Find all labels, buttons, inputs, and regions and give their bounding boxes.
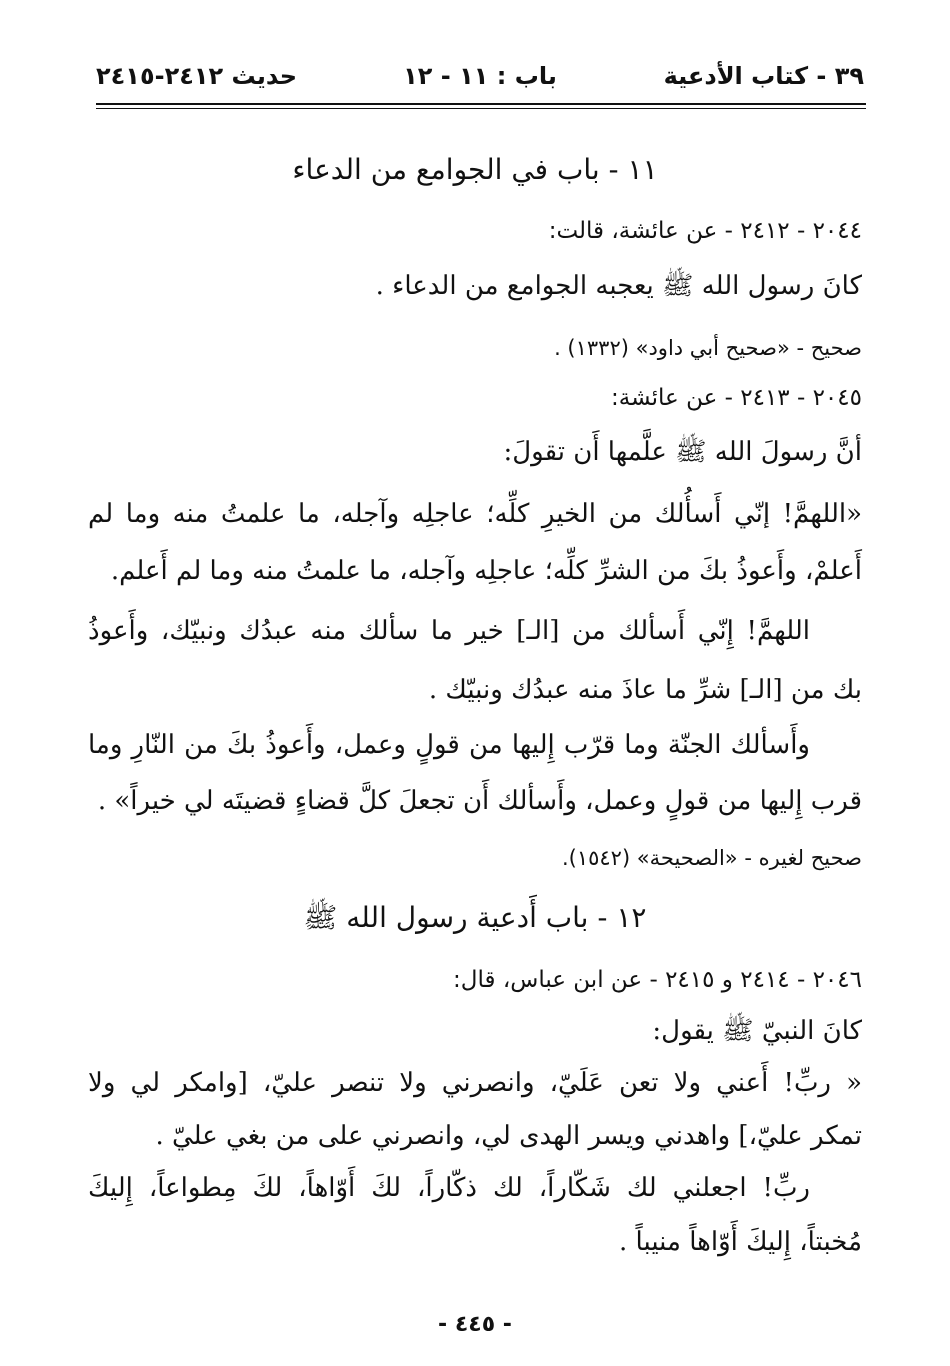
hadith-2045-grading: صحيح لغيره - «الصحيحة» (١٥٤٢). xyxy=(561,846,862,870)
hadith-range: حديث ٢٤١٢-٢٤١٥ xyxy=(96,62,298,90)
header-rule-thick xyxy=(96,103,866,105)
section-12-heading: ١٢ - باب أَدعية رسول الله ﷺ xyxy=(303,901,647,934)
hadith-2045-line: بك من [الـ] شرِّ ما عاذَ منه عبدُك ونبيّك . xyxy=(428,675,862,705)
hadith-2046-line: مُخبتاً، إِليكَ أَوّاهاً منيباً . xyxy=(619,1227,862,1257)
hadith-2045-line: «اللهمَّ! إنّي أَسأُلك من الخيرِ كلِّه؛ عاجلِه وآجله، ما علمتُ منه وما لم xyxy=(88,499,862,529)
hadith-2045-line: قرب إِليها من قولٍ وعمل، وأَسألك أَن تجعلَ كلَّ قضاءٍ قضيتَه لي خيراً» . xyxy=(97,786,862,816)
hadith-2045-line: وأَسألك الجنّة وما قرّب إِليها من قولٍ وعمل، وأَعوذُ بكَ من النّارِ وما xyxy=(88,730,810,760)
hadith-2045-intro: أنَّ رسولَ الله ﷺ علَّمها أَن تقولَ: xyxy=(503,437,862,467)
hadith-2046-number: ٢٠٤٦ - ٢٤١٤ و ٢٤١٥ - عن ابن عباس، قال: xyxy=(453,967,862,993)
running-header xyxy=(96,58,864,98)
header-rule-thin xyxy=(96,108,866,109)
hadith-2045-line: أَعلمْ، وأَعوذُ بكَ من الشرِّ كلِّه؛ عاجلِه وآجله، ما علمتُ منه وما لم أَعلم. xyxy=(110,556,862,586)
hadith-2046-line: تمكر عليّ،] واهدني ويسر الهدى لي، وانصرني على من بغي عليّ . xyxy=(155,1121,862,1151)
hadith-2044-number: ٢٠٤٤ - ٢٤١٢ - عن عائشة، قالت: xyxy=(548,218,862,244)
chapter-range: باب : ١١ - ١٢ xyxy=(403,62,557,90)
hadith-2046-line: ربِّ! اجعلني لك شَكّاراً، لك ذكّاراً، لكَ أَوّاهاً، لكَ مِطواعاً، إِليكَ xyxy=(88,1173,810,1203)
hadith-2045-line: اللهمَّ! إِنّي أَسألك من [الـ] خير ما سألك منه عبدُك ونبيّك، وأَعوذُ xyxy=(88,616,810,646)
page-number: - ٤٤٥ - xyxy=(438,1312,512,1337)
section-11-heading: ١١ - باب في الجوامع من الدعاء xyxy=(292,153,658,186)
hadith-2046-line: « ربِّ! أَعني ولا تعن عَلَيّ، وانصرني ولا تنصر عليّ، [وامكر لي ولا xyxy=(88,1068,862,1098)
hadith-2044-text: كانَ رسول الله ﷺ يعجبه الجوامع من الدعاء . xyxy=(375,271,862,301)
hadith-2044-grading: صحيح - «صحيح أبي داود» (١٣٣٢) . xyxy=(554,336,862,360)
book-title: ٣٩ - كتاب الأدعية xyxy=(663,62,864,90)
hadith-2046-intro: كانَ النبيّ ﷺ يقول: xyxy=(652,1016,862,1046)
hadith-2045-number: ٢٠٤٥ - ٢٤١٣ - عن عائشة: xyxy=(611,385,862,411)
